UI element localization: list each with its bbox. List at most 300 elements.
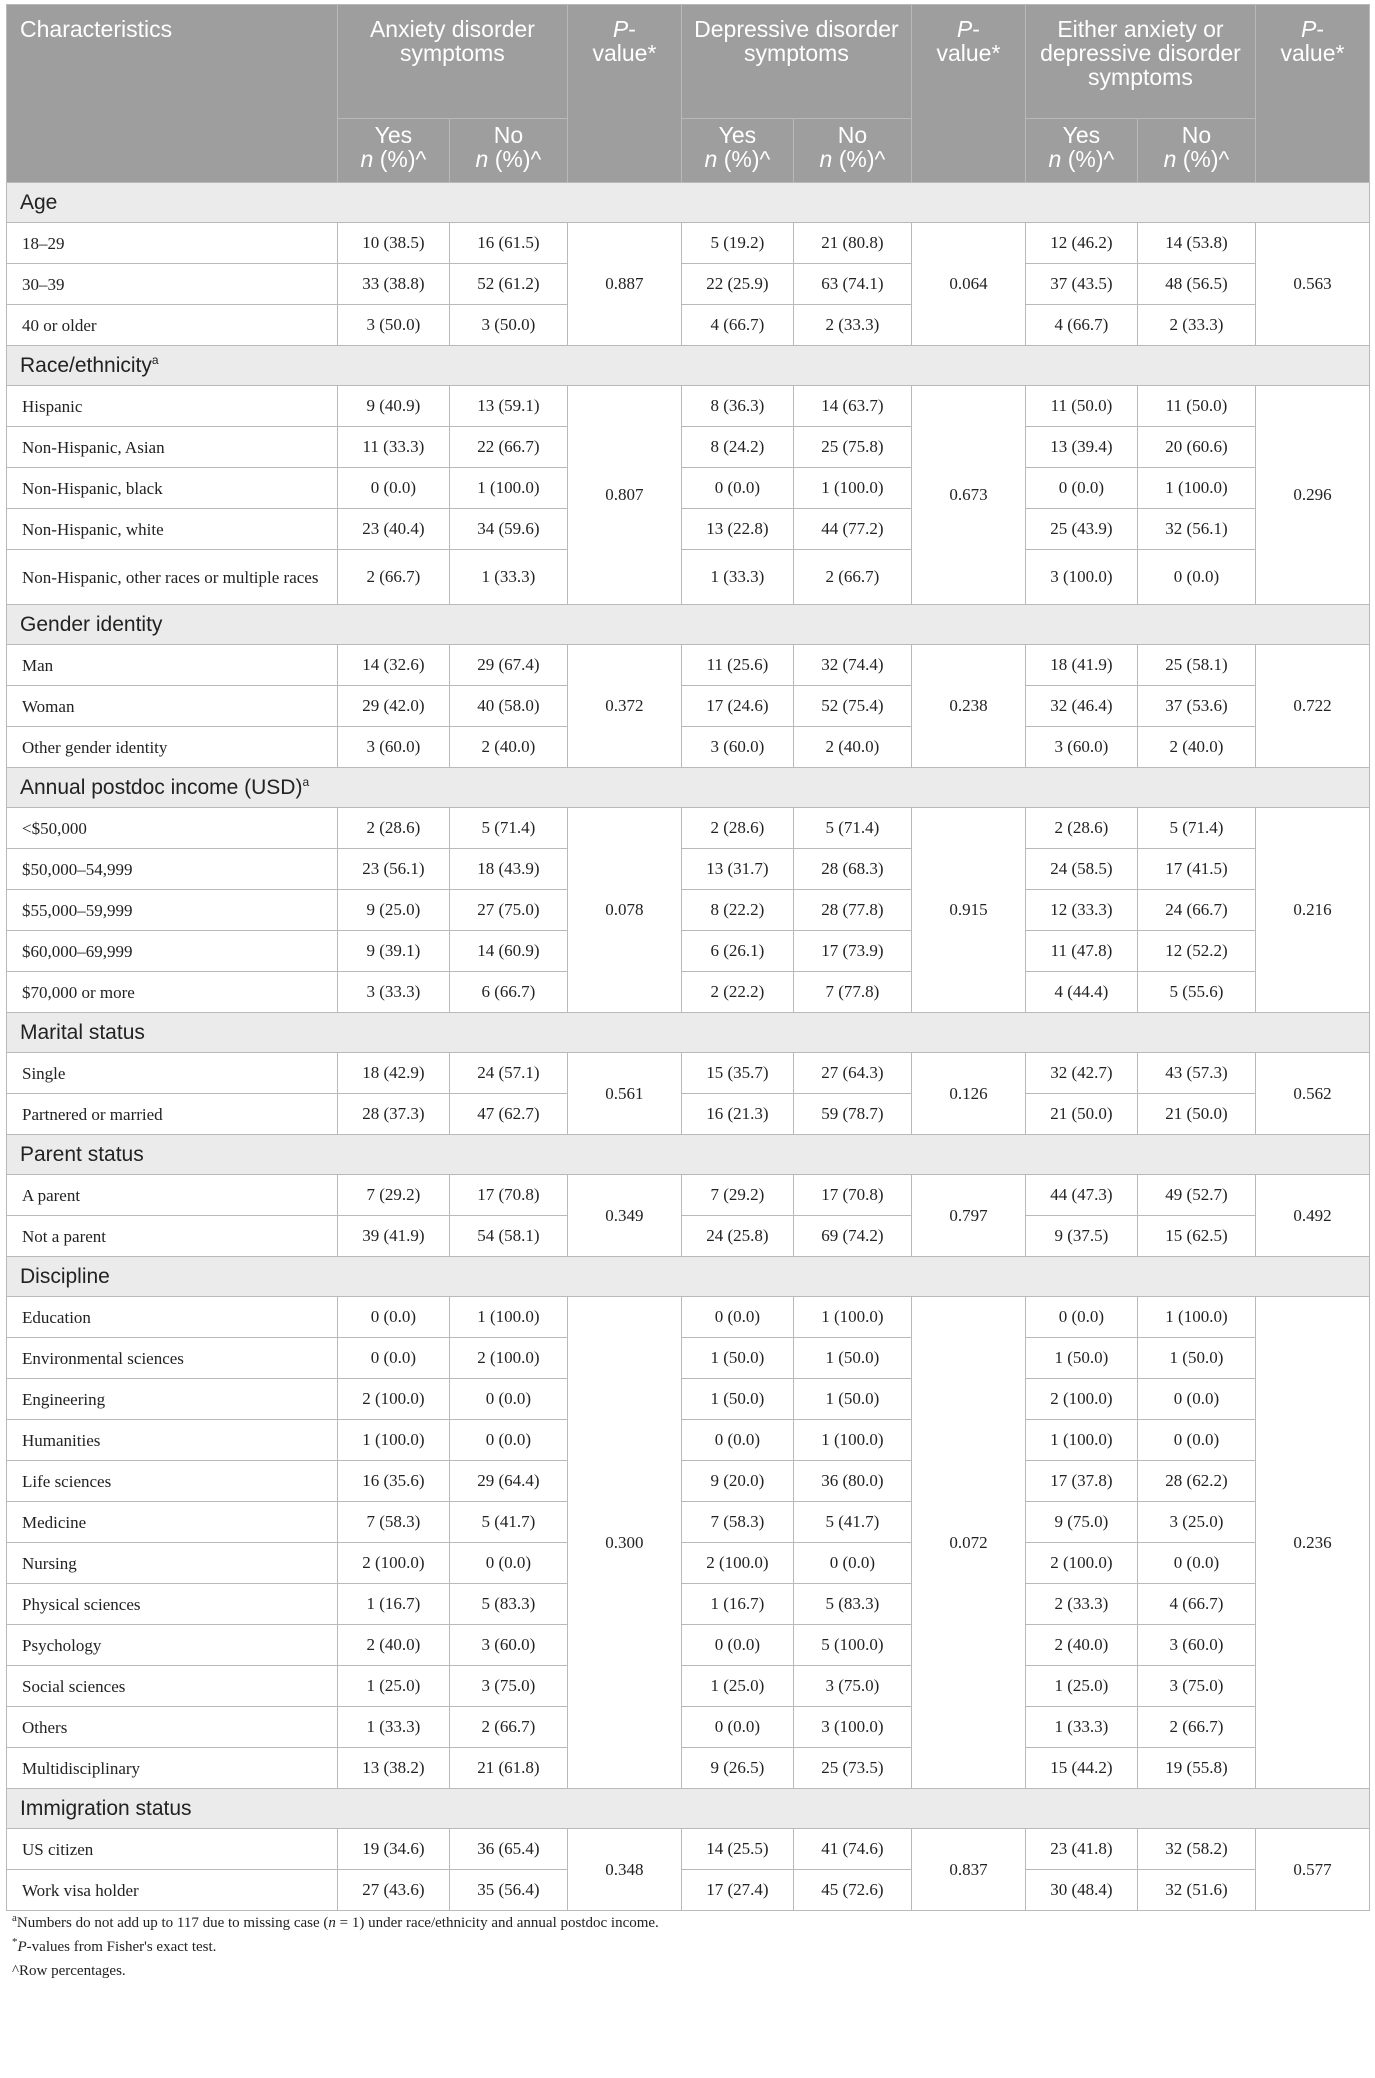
value-cell: 4 (66.7): [1025, 305, 1137, 346]
value-cell: 3 (50.0): [337, 305, 449, 346]
value-cell: 1 (100.0): [793, 1420, 911, 1461]
value-cell: 17 (41.5): [1137, 849, 1255, 890]
footnotes: [12, 1911, 1370, 1983]
pvalue-cell: 0.562: [1255, 1053, 1369, 1135]
row-label: Education: [7, 1297, 338, 1338]
table-row: [7, 1175, 1370, 1216]
value-cell: 2 (33.3): [1025, 1584, 1137, 1625]
value-cell: 2 (22.2): [681, 972, 793, 1013]
value-cell: 27 (43.6): [337, 1870, 449, 1911]
value-cell: 9 (25.0): [337, 890, 449, 931]
table-row: [7, 931, 1370, 972]
results-table: [6, 4, 1370, 1911]
value-cell: 21 (80.8): [793, 223, 911, 264]
pvalue-cell: 0.300: [567, 1297, 681, 1789]
value-cell: 1 (50.0): [1025, 1338, 1137, 1379]
value-cell: 1 (25.0): [337, 1666, 449, 1707]
section-title: Parent status: [7, 1135, 1370, 1175]
section-header: [7, 1013, 1370, 1053]
value-cell: 27 (64.3): [793, 1053, 911, 1094]
pvalue-cell: 0.837: [911, 1829, 1025, 1911]
value-cell: 32 (51.6): [1137, 1870, 1255, 1911]
table-row: [7, 808, 1370, 849]
value-cell: 24 (25.8): [681, 1216, 793, 1257]
value-cell: 17 (70.8): [449, 1175, 567, 1216]
value-cell: 19 (34.6): [337, 1829, 449, 1870]
table-row: [7, 1625, 1370, 1666]
value-cell: 0 (0.0): [449, 1543, 567, 1584]
row-label: Single: [7, 1053, 338, 1094]
value-cell: 9 (40.9): [337, 386, 449, 427]
pvalue-cell: 0.072: [911, 1297, 1025, 1789]
value-cell: 1 (100.0): [793, 468, 911, 509]
table-row: [7, 1461, 1370, 1502]
value-cell: 11 (50.0): [1025, 386, 1137, 427]
row-label: Non-Hispanic, Asian: [7, 427, 338, 468]
value-cell: 1 (50.0): [681, 1379, 793, 1420]
value-cell: 3 (60.0): [449, 1625, 567, 1666]
value-cell: 28 (77.8): [793, 890, 911, 931]
value-cell: 29 (64.4): [449, 1461, 567, 1502]
value-cell: 44 (77.2): [793, 509, 911, 550]
row-label: Non-Hispanic, black: [7, 468, 338, 509]
table-row: [7, 890, 1370, 931]
row-label: Partnered or married: [7, 1094, 338, 1135]
value-cell: 3 (100.0): [1025, 550, 1137, 605]
header-anxiety: Anxiety disorder symptoms: [337, 5, 567, 119]
value-cell: 0 (0.0): [1137, 1379, 1255, 1420]
value-cell: 23 (41.8): [1025, 1829, 1137, 1870]
value-cell: 2 (100.0): [449, 1338, 567, 1379]
footnote-a: $^a$Numbers do not add up to 117 due to missing case (n = 1) under race/ethnicity and annual postdoc income.: [12, 1912, 659, 1931]
value-cell: 9 (26.5): [681, 1748, 793, 1789]
row-label: <$50,000: [7, 808, 338, 849]
value-cell: 24 (58.5): [1025, 849, 1137, 890]
row-label: Non-Hispanic, other races or multiple races: [7, 550, 338, 605]
value-cell: 32 (42.7): [1025, 1053, 1137, 1094]
row-label: Environmental sciences: [7, 1338, 338, 1379]
table-row: [7, 550, 1370, 605]
pvalue-italic: P: [956, 16, 973, 42]
value-cell: 59 (78.7): [793, 1094, 911, 1135]
table-row: [7, 1420, 1370, 1461]
value-cell: 29 (42.0): [337, 686, 449, 727]
table-container: [6, 4, 1370, 1983]
value-cell: 3 (75.0): [1137, 1666, 1255, 1707]
value-cell: 2 (28.6): [681, 808, 793, 849]
pvalue-cell: 0.673: [911, 386, 1025, 605]
value-cell: 9 (75.0): [1025, 1502, 1137, 1543]
section-title: Marital status: [7, 1013, 1370, 1053]
table-row: [7, 1829, 1370, 1870]
pvalue-cell: 0.126: [911, 1053, 1025, 1135]
section-header: [7, 1257, 1370, 1297]
value-cell: 18 (43.9): [449, 849, 567, 890]
value-cell: 21 (61.8): [449, 1748, 567, 1789]
value-cell: 2 (66.7): [793, 550, 911, 605]
section-title: Annual postdoc income (USD)$^a$: [7, 768, 1370, 808]
value-cell: 23 (56.1): [337, 849, 449, 890]
value-cell: 0 (0.0): [1137, 1420, 1255, 1461]
table-row: [7, 972, 1370, 1013]
section-title: Gender identity: [7, 605, 1370, 645]
value-cell: 4 (44.4): [1025, 972, 1137, 1013]
value-cell: 1 (100.0): [449, 468, 567, 509]
value-cell: 25 (75.8): [793, 427, 911, 468]
value-cell: 3 (75.0): [793, 1666, 911, 1707]
value-cell: 9 (20.0): [681, 1461, 793, 1502]
value-cell: 1 (100.0): [1137, 468, 1255, 509]
header-yes: Yes n (%)^: [681, 119, 793, 183]
value-cell: 11 (25.6): [681, 645, 793, 686]
value-cell: 0 (0.0): [1137, 1543, 1255, 1584]
row-label: Not a parent: [7, 1216, 338, 1257]
row-label: Life sciences: [7, 1461, 338, 1502]
value-cell: 10 (38.5): [337, 223, 449, 264]
value-cell: 0 (0.0): [681, 1625, 793, 1666]
footnote-star: *P-values from Fisher's exact test.: [12, 1936, 217, 1955]
value-cell: 3 (60.0): [1025, 727, 1137, 768]
value-cell: 0 (0.0): [449, 1379, 567, 1420]
value-cell: 5 (19.2): [681, 223, 793, 264]
value-cell: 32 (58.2): [1137, 1829, 1255, 1870]
value-cell: 18 (42.9): [337, 1053, 449, 1094]
row-label: Man: [7, 645, 338, 686]
value-cell: 2 (100.0): [681, 1543, 793, 1584]
value-cell: 15 (62.5): [1137, 1216, 1255, 1257]
value-cell: 1 (33.3): [1025, 1707, 1137, 1748]
table-row: [7, 1502, 1370, 1543]
value-cell: 47 (62.7): [449, 1094, 567, 1135]
pvalue-rest: -value*: [592, 16, 657, 66]
row-label: Physical sciences: [7, 1584, 338, 1625]
value-cell: 3 (33.3): [337, 972, 449, 1013]
footnote-caret: ^Row percentages.: [12, 1963, 126, 1979]
value-cell: 0 (0.0): [681, 1707, 793, 1748]
value-cell: 24 (66.7): [1137, 890, 1255, 931]
table-row: [7, 1584, 1370, 1625]
value-cell: 1 (16.7): [337, 1584, 449, 1625]
section-title: Age: [7, 183, 1370, 223]
value-cell: 3 (50.0): [449, 305, 567, 346]
value-cell: 14 (25.5): [681, 1829, 793, 1870]
value-cell: 16 (21.3): [681, 1094, 793, 1135]
value-cell: 2 (40.0): [337, 1625, 449, 1666]
value-cell: 16 (35.6): [337, 1461, 449, 1502]
value-cell: 32 (56.1): [1137, 509, 1255, 550]
pvalue-cell: 0.563: [1255, 223, 1369, 346]
value-cell: 5 (41.7): [449, 1502, 567, 1543]
value-cell: 19 (55.8): [1137, 1748, 1255, 1789]
row-label: Engineering: [7, 1379, 338, 1420]
pvalue-cell: 0.915: [911, 808, 1025, 1013]
value-cell: 3 (60.0): [1137, 1625, 1255, 1666]
row-label: Woman: [7, 686, 338, 727]
pvalue-cell: 0.064: [911, 223, 1025, 346]
value-cell: 0 (0.0): [337, 1338, 449, 1379]
header-depressive: Depressive disorder symptoms: [681, 5, 911, 119]
table-row: [7, 386, 1370, 427]
value-cell: 0 (0.0): [681, 1297, 793, 1338]
value-cell: 2 (33.3): [793, 305, 911, 346]
value-cell: 13 (38.2): [337, 1748, 449, 1789]
row-label: Hispanic: [7, 386, 338, 427]
value-cell: 12 (52.2): [1137, 931, 1255, 972]
value-cell: 16 (61.5): [449, 223, 567, 264]
value-cell: 3 (60.0): [337, 727, 449, 768]
header-no: No n (%)^: [1137, 119, 1255, 183]
value-cell: 2 (100.0): [1025, 1543, 1137, 1584]
table-row: [7, 1297, 1370, 1338]
value-cell: 9 (39.1): [337, 931, 449, 972]
value-cell: 2 (66.7): [337, 550, 449, 605]
table-row: [7, 686, 1370, 727]
value-cell: 34 (59.6): [449, 509, 567, 550]
value-cell: 1 (25.0): [1025, 1666, 1137, 1707]
section-header: [7, 183, 1370, 223]
value-cell: 8 (36.3): [681, 386, 793, 427]
value-cell: 11 (47.8): [1025, 931, 1137, 972]
value-cell: 11 (50.0): [1137, 386, 1255, 427]
value-cell: 1 (100.0): [1137, 1297, 1255, 1338]
pvalue-cell: 0.216: [1255, 808, 1369, 1013]
value-cell: 63 (74.1): [793, 264, 911, 305]
value-cell: 0 (0.0): [1025, 1297, 1137, 1338]
value-cell: 2 (100.0): [337, 1543, 449, 1584]
value-cell: 12 (33.3): [1025, 890, 1137, 931]
row-label: Psychology: [7, 1625, 338, 1666]
table-row: [7, 1338, 1370, 1379]
table-row: [7, 305, 1370, 346]
section-header: [7, 346, 1370, 386]
table-row: [7, 509, 1370, 550]
pvalue-cell: 0.561: [567, 1053, 681, 1135]
value-cell: 17 (70.8): [793, 1175, 911, 1216]
value-cell: 1 (50.0): [1137, 1338, 1255, 1379]
value-cell: 1 (100.0): [793, 1297, 911, 1338]
pvalue-cell: 0.296: [1255, 386, 1369, 605]
pvalue-rest: -value*: [1280, 16, 1345, 66]
value-cell: 25 (73.5): [793, 1748, 911, 1789]
pvalue-cell: 0.236: [1255, 1297, 1369, 1789]
value-cell: 32 (74.4): [793, 645, 911, 686]
value-cell: 54 (58.1): [449, 1216, 567, 1257]
section-title: Race/ethnicity$^a$: [7, 346, 1370, 386]
value-cell: 14 (63.7): [793, 386, 911, 427]
table-row: [7, 1707, 1370, 1748]
value-cell: 45 (72.6): [793, 1870, 911, 1911]
value-cell: 1 (25.0): [681, 1666, 793, 1707]
section-header: [7, 1135, 1370, 1175]
value-cell: 9 (37.5): [1025, 1216, 1137, 1257]
value-cell: 5 (55.6): [1137, 972, 1255, 1013]
pvalue-cell: 0.238: [911, 645, 1025, 768]
value-cell: 3 (60.0): [681, 727, 793, 768]
value-cell: 44 (47.3): [1025, 1175, 1137, 1216]
value-cell: 2 (33.3): [1137, 305, 1255, 346]
value-cell: 17 (27.4): [681, 1870, 793, 1911]
value-cell: 28 (62.2): [1137, 1461, 1255, 1502]
value-cell: 2 (40.0): [793, 727, 911, 768]
value-cell: 25 (58.1): [1137, 645, 1255, 686]
section-header: [7, 768, 1370, 808]
row-label: Other gender identity: [7, 727, 338, 768]
value-cell: 35 (56.4): [449, 1870, 567, 1911]
row-label: 40 or older: [7, 305, 338, 346]
value-cell: 39 (41.9): [337, 1216, 449, 1257]
value-cell: 4 (66.7): [1137, 1584, 1255, 1625]
value-cell: 1 (100.0): [1025, 1420, 1137, 1461]
value-cell: 1 (33.3): [337, 1707, 449, 1748]
row-label: A parent: [7, 1175, 338, 1216]
value-cell: 33 (38.8): [337, 264, 449, 305]
value-cell: 2 (40.0): [1137, 727, 1255, 768]
value-cell: 13 (31.7): [681, 849, 793, 890]
value-cell: 0 (0.0): [793, 1543, 911, 1584]
table-row: [7, 1053, 1370, 1094]
value-cell: 5 (71.4): [449, 808, 567, 849]
value-cell: 28 (37.3): [337, 1094, 449, 1135]
value-cell: 0 (0.0): [681, 1420, 793, 1461]
row-label: Nursing: [7, 1543, 338, 1584]
row-label: Non-Hispanic, white: [7, 509, 338, 550]
value-cell: 22 (66.7): [449, 427, 567, 468]
value-cell: 1 (33.3): [449, 550, 567, 605]
value-cell: 5 (83.3): [793, 1584, 911, 1625]
row-label: Medicine: [7, 1502, 338, 1543]
value-cell: 0 (0.0): [681, 468, 793, 509]
row-label: Others: [7, 1707, 338, 1748]
row-label: Humanities: [7, 1420, 338, 1461]
row-label: $50,000–54,999: [7, 849, 338, 890]
value-cell: 41 (74.6): [793, 1829, 911, 1870]
value-cell: 17 (37.8): [1025, 1461, 1137, 1502]
value-cell: 1 (16.7): [681, 1584, 793, 1625]
value-cell: 32 (46.4): [1025, 686, 1137, 727]
value-cell: 36 (80.0): [793, 1461, 911, 1502]
value-cell: 0 (0.0): [1025, 468, 1137, 509]
pvalue-cell: 0.372: [567, 645, 681, 768]
value-cell: 3 (75.0): [449, 1666, 567, 1707]
header-no: No n (%)^: [449, 119, 567, 183]
value-cell: 7 (77.8): [793, 972, 911, 1013]
value-cell: 43 (57.3): [1137, 1053, 1255, 1094]
value-cell: 30 (48.4): [1025, 1870, 1137, 1911]
value-cell: 5 (71.4): [793, 808, 911, 849]
value-cell: 69 (74.2): [793, 1216, 911, 1257]
value-cell: 5 (41.7): [793, 1502, 911, 1543]
table-row: [7, 1666, 1370, 1707]
header-pvalue: [911, 5, 1025, 183]
value-cell: 25 (43.9): [1025, 509, 1137, 550]
header-yes: Yes n (%)^: [337, 119, 449, 183]
header-pvalue: [567, 5, 681, 183]
row-label: Work visa holder: [7, 1870, 338, 1911]
value-cell: 8 (24.2): [681, 427, 793, 468]
row-label: $55,000–59,999: [7, 890, 338, 931]
pvalue-italic: P: [1300, 16, 1317, 42]
value-cell: 36 (65.4): [449, 1829, 567, 1870]
row-label: $60,000–69,999: [7, 931, 338, 972]
value-cell: 2 (40.0): [449, 727, 567, 768]
pvalue-cell: 0.807: [567, 386, 681, 605]
table-row: [7, 223, 1370, 264]
value-cell: 4 (66.7): [681, 305, 793, 346]
value-cell: 17 (24.6): [681, 686, 793, 727]
table-row: [7, 645, 1370, 686]
row-label: 30–39: [7, 264, 338, 305]
table-row: [7, 727, 1370, 768]
value-cell: 13 (39.4): [1025, 427, 1137, 468]
value-cell: 15 (44.2): [1025, 1748, 1137, 1789]
value-cell: 1 (100.0): [337, 1420, 449, 1461]
pvalue-cell: 0.492: [1255, 1175, 1369, 1257]
value-cell: 7 (58.3): [681, 1502, 793, 1543]
value-cell: 14 (32.6): [337, 645, 449, 686]
value-cell: 2 (28.6): [1025, 808, 1137, 849]
header-either: Either anxiety or depressive disorder symptoms: [1025, 5, 1255, 119]
value-cell: 13 (22.8): [681, 509, 793, 550]
header-no: No n (%)^: [793, 119, 911, 183]
row-label: Social sciences: [7, 1666, 338, 1707]
table-row: [7, 1379, 1370, 1420]
pvalue-cell: 0.722: [1255, 645, 1369, 768]
value-cell: 29 (67.4): [449, 645, 567, 686]
table-row: [7, 1870, 1370, 1911]
value-cell: 12 (46.2): [1025, 223, 1137, 264]
value-cell: 40 (58.0): [449, 686, 567, 727]
value-cell: 5 (83.3): [449, 1584, 567, 1625]
value-cell: 14 (60.9): [449, 931, 567, 972]
pvalue-cell: 0.078: [567, 808, 681, 1013]
value-cell: 1 (100.0): [449, 1297, 567, 1338]
value-cell: 6 (66.7): [449, 972, 567, 1013]
value-cell: 21 (50.0): [1025, 1094, 1137, 1135]
table-row: [7, 264, 1370, 305]
value-cell: 27 (75.0): [449, 890, 567, 931]
value-cell: 2 (100.0): [337, 1379, 449, 1420]
table-row: [7, 1748, 1370, 1789]
value-cell: 1 (50.0): [793, 1338, 911, 1379]
pvalue-italic: P: [612, 16, 629, 42]
value-cell: 0 (0.0): [449, 1420, 567, 1461]
value-cell: 3 (25.0): [1137, 1502, 1255, 1543]
value-cell: 23 (40.4): [337, 509, 449, 550]
value-cell: 37 (43.5): [1025, 264, 1137, 305]
value-cell: 5 (71.4): [1137, 808, 1255, 849]
value-cell: 28 (68.3): [793, 849, 911, 890]
row-label: 18–29: [7, 223, 338, 264]
table-row: [7, 1216, 1370, 1257]
value-cell: 21 (50.0): [1137, 1094, 1255, 1135]
value-cell: 7 (29.2): [337, 1175, 449, 1216]
value-cell: 3 (100.0): [793, 1707, 911, 1748]
value-cell: 5 (100.0): [793, 1625, 911, 1666]
value-cell: 49 (52.7): [1137, 1175, 1255, 1216]
value-cell: 48 (56.5): [1137, 264, 1255, 305]
value-cell: 17 (73.9): [793, 931, 911, 972]
section-title: Immigration status: [7, 1789, 1370, 1829]
section-header: [7, 605, 1370, 645]
table-row: [7, 1094, 1370, 1135]
pvalue-cell: 0.797: [911, 1175, 1025, 1257]
header-yes: Yes n (%)^: [1025, 119, 1137, 183]
value-cell: 2 (66.7): [449, 1707, 567, 1748]
pvalue-cell: 0.577: [1255, 1829, 1369, 1911]
value-cell: 13 (59.1): [449, 386, 567, 427]
pvalue-rest: -value*: [936, 16, 1001, 66]
value-cell: 2 (40.0): [1025, 1625, 1137, 1666]
